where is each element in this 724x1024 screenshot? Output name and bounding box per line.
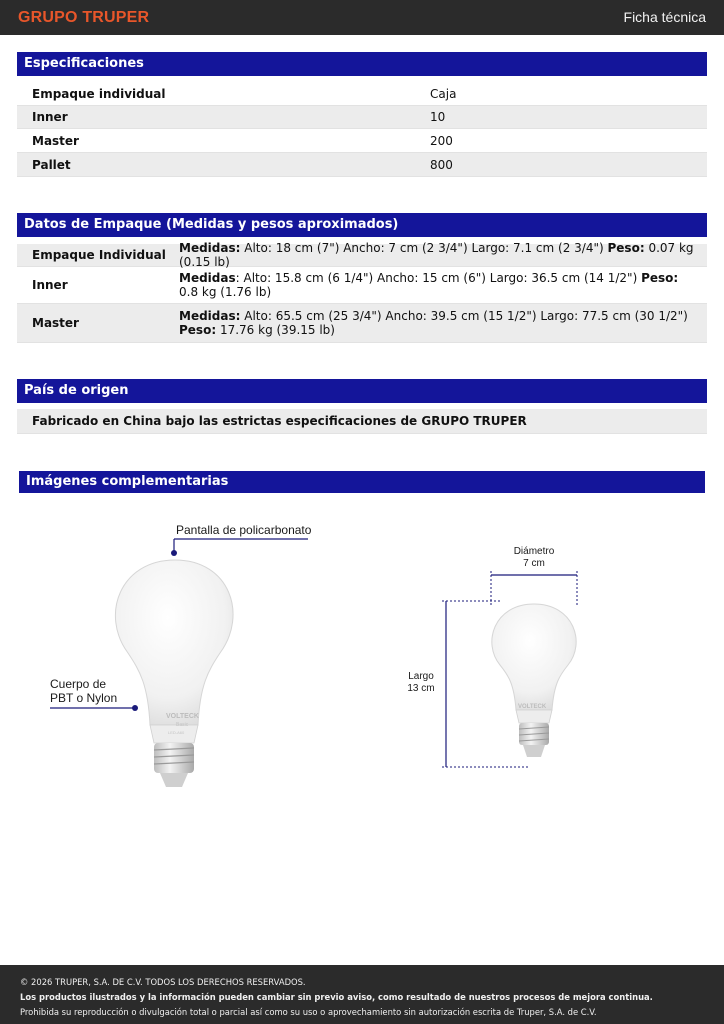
callout-body-label-1: Cuerpo de — [50, 677, 107, 691]
footer-notice: Los productos ilustrados y la información pueden cambiar sin previo aviso, como resultado de nuestros procesos de mejora continua. — [20, 992, 653, 1002]
spec-row — [17, 153, 707, 177]
images-section-header: Imágenes complementarias — [19, 471, 705, 493]
packaging-section-header: Datos de Empaque (Medidas y pesos aproximados) — [17, 213, 707, 237]
measures-text: Alto: 18 cm (7") Ancho: 7 cm (2 3/4") Largo: 7.1 cm (2 3/4") — [244, 241, 604, 255]
weight-text: 0.07 kg (0.15 lb) — [179, 241, 694, 269]
company-logo: GRUPO TRUPER — [18, 9, 150, 26]
bulb-model-text: Basic — [176, 722, 189, 728]
packaging-row — [17, 241, 707, 269]
callout-shade-label: Pantalla de policarbonato — [176, 523, 312, 537]
packaging-label: Empaque Individual — [32, 248, 166, 262]
spec-row — [17, 129, 707, 153]
length-value: 13 cm — [407, 683, 435, 694]
bulb-callouts-image — [0, 505, 724, 805]
top-bar — [0, 0, 724, 35]
weight-text: 0.8 kg (1.76 lb) — [179, 285, 272, 299]
weight-label: Peso: — [641, 271, 679, 285]
origin-section-header: País de origen — [17, 379, 707, 403]
weight-text: 17.76 kg (39.15 lb) — [219, 323, 335, 337]
spec-value: 10 — [430, 110, 446, 124]
spec-value: 800 — [430, 157, 453, 172]
spec-label: Master — [32, 133, 79, 148]
callout-dot-icon — [132, 705, 138, 711]
diameter-label: Diámetro — [513, 546, 555, 557]
footer — [0, 965, 724, 1024]
measures-text: Alto: 65.5 cm (25 3/4") Ancho: 39.5 cm (15 1/2") Largo: 77.5 cm (30 1/2") — [244, 309, 688, 323]
packaging-value — [179, 241, 694, 269]
spec-row — [17, 83, 707, 106]
bulb-right — [492, 604, 576, 757]
weight-label: Peso: — [179, 323, 217, 337]
origin-row — [17, 409, 707, 434]
document-type: Ficha técnica — [623, 9, 706, 25]
footer-copyright: © 2026 TRUPER, S.A. DE C.V. TODOS LOS DERECHOS RESERVADOS. — [20, 977, 306, 987]
bulb-code-text: LED-A60 — [168, 730, 185, 735]
bulb-brand-text: VOLTECK — [518, 704, 547, 710]
packaging-value — [179, 309, 694, 337]
spec-label: Inner — [32, 110, 68, 124]
bulb-left — [115, 560, 233, 787]
packaging-row — [17, 267, 707, 304]
specs-section-header: Especificaciones — [17, 52, 707, 76]
measures-label: Medidas: — [179, 309, 241, 323]
packaging-label: Inner — [32, 278, 68, 292]
spec-label: Pallet — [32, 157, 71, 172]
measures-label: Medidas — [179, 271, 236, 285]
spec-value: 200 — [430, 133, 453, 148]
measures-label: Medidas: — [179, 241, 241, 255]
packaging-row — [17, 304, 707, 343]
weight-label: Peso: — [607, 241, 645, 255]
footer-legal: Prohibida su reproducción o divulgación total o parcial así como su uso o aprovechamiento sin autorización escrita de Truper, S.A. de C.V. — [20, 1007, 597, 1017]
callout-dot-icon — [171, 550, 177, 556]
packaging-value — [179, 271, 694, 299]
spec-value: Caja — [430, 87, 457, 101]
callout-body-label-2: PBT o Nylon — [50, 691, 118, 705]
length-label: Largo — [408, 671, 434, 682]
diameter-value: 7 cm — [523, 558, 545, 569]
packaging-label: Master — [32, 316, 79, 330]
origin-text: Fabricado en China bajo las estrictas especificaciones de GRUPO TRUPER — [32, 414, 527, 428]
spec-label: Empaque individual — [32, 87, 166, 101]
spec-row — [17, 106, 707, 129]
bulb-brand-text: VOLTECK — [166, 713, 199, 720]
measures-text: : Alto: 15.8 cm (6 1/4") Ancho: 15 cm (6") Largo: 36.5 cm (14 1/2") — [235, 271, 638, 285]
